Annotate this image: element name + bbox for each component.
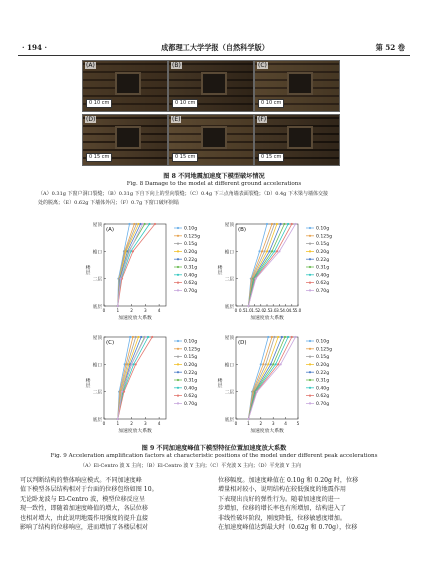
chart-c (82, 325, 210, 437)
legend-marker (177, 395, 179, 397)
legend-label: 0.62g (184, 394, 198, 400)
series-point (263, 250, 265, 252)
legend-marker (309, 235, 311, 237)
series-point (294, 223, 296, 225)
body-line: 非线性破坏阶段，刚度降低，位移敏感度增加。 (218, 514, 346, 522)
figure8-subcaption-line1: （A）0.31g 下窗户洞口裂缝；（B）0.31g 下自下向上的竖向裂缝；（C）0.4g 下三点角墙表面裂缝；（D）0.4g 下木梁与墙体交接 (38, 191, 328, 197)
series-point (265, 363, 267, 365)
x-tick-label: 1.0 (245, 308, 252, 313)
x-tick-label: 5.0 (294, 308, 302, 313)
scale-bar: 0 15 cm (86, 153, 112, 162)
legend-marker (177, 340, 179, 342)
y-tick-label: 屋顶 (224, 223, 234, 228)
legend-marker (177, 387, 179, 389)
legend-label: 0.125g (316, 234, 333, 240)
y-axis-title: 楼层 (84, 265, 90, 275)
legend-label: 0.125g (184, 234, 201, 240)
y-axis-title: 楼层 (216, 265, 222, 275)
legend-marker (177, 250, 179, 252)
legend-label: 0.10g (184, 339, 198, 345)
y-tick-label: 二层 (92, 277, 102, 283)
chart-panel-label: (B) (238, 227, 247, 233)
legend-marker (309, 363, 311, 365)
body-line: 位移幅度。加速度峰值在 0.10g 和 0.20g 时，位移 (218, 477, 359, 484)
legend-label: 0.62g (184, 281, 198, 287)
legend-marker (309, 243, 311, 245)
x-tick-label: 0 (234, 421, 238, 426)
x-tick-label: 0 (102, 421, 106, 426)
photo-panel-label: (F) (258, 116, 267, 123)
series-point (273, 250, 275, 252)
x-tick-label: 2 (259, 421, 263, 426)
legend-label: 0.70g (316, 289, 330, 294)
x-tick-label: 3 (271, 421, 275, 426)
legend-label: 0.15g (316, 242, 330, 248)
journal-title: 成都理工大学学报（自然科学版） (161, 43, 269, 52)
body-line: 下表现出良好的弹性行为。随着加速度的进一 (218, 495, 340, 503)
figure9-caption-cn: 图 9 不同加速度峰值下模型特征位置加速度放大系数 (141, 445, 287, 452)
legend-marker (177, 402, 179, 404)
series-point (275, 363, 277, 365)
legend-marker (309, 395, 311, 397)
series-point (135, 363, 137, 365)
series-point (276, 223, 278, 225)
damage-photo-e (168, 114, 254, 166)
series-point (291, 336, 293, 338)
x-tick-label: 5 (296, 421, 300, 426)
series-point (247, 418, 249, 420)
series-point (128, 223, 130, 225)
x-tick-label: 1 (247, 421, 250, 426)
legend-marker (309, 227, 311, 229)
series-point (276, 250, 278, 252)
x-tick-label: 4.0 (282, 308, 289, 313)
photo-panel-label: (E) (172, 116, 181, 123)
series-point (258, 250, 260, 252)
x-axis-title: 加速度放大系数 (250, 316, 284, 321)
legend-label: 0.10g (184, 226, 198, 232)
series-point (273, 336, 275, 338)
series-point (277, 363, 279, 365)
legend-label: 0.62g (316, 281, 330, 287)
series-point (284, 336, 286, 338)
legend-label: 0.40g (184, 273, 198, 279)
series-point (270, 363, 272, 365)
x-tick-label: 3.5 (276, 308, 283, 313)
x-tick-label: 0.5 (238, 308, 246, 313)
legend-marker (177, 356, 179, 358)
body-line: 无论卧龙波与 El-Centro 波，模型位移反应呈 (20, 495, 145, 503)
y-axis-title: 楼层 (216, 378, 222, 388)
window-opening (287, 72, 313, 95)
series-line (248, 224, 288, 306)
y-tick-label: 二层 (224, 277, 234, 283)
x-tick-label: 2.5 (263, 308, 271, 313)
series-point (121, 391, 123, 393)
series-point (137, 223, 139, 225)
series-point (144, 223, 146, 225)
damage-photo-d (82, 114, 168, 166)
series-point (266, 250, 268, 252)
series-point (133, 363, 135, 365)
legend-label: 0.22g (316, 257, 330, 263)
series-point (135, 336, 137, 338)
series-point (266, 223, 268, 225)
volume-label: 第 52 卷 (375, 43, 405, 52)
legend-marker (177, 371, 179, 373)
scale-bar: 0 10 cm (172, 99, 198, 108)
scale-bar: 0 15 cm (172, 153, 198, 162)
series-point (287, 223, 289, 225)
legend-label: 0.31g (316, 265, 330, 271)
series-point (287, 336, 289, 338)
photo-panel-label: (B) (172, 62, 181, 69)
legend-marker (309, 282, 311, 284)
series-point (151, 336, 153, 338)
body-line: 在加速度峰值达到最大时（0.62g 和 0.70g），位移 (218, 524, 358, 532)
photo-panel-label: (D) (86, 116, 96, 123)
legend-marker (177, 227, 179, 229)
y-axis-title: 楼层 (84, 378, 90, 388)
damage-photo-b (168, 60, 254, 112)
damage-photo-f (254, 114, 340, 166)
series-point (135, 223, 137, 225)
window-opening (287, 126, 313, 149)
legend-marker (177, 274, 179, 276)
legend-label: 0.15g (184, 355, 198, 361)
series-point (154, 223, 156, 225)
series-line (248, 337, 295, 419)
series-point (271, 250, 273, 252)
x-axis-title: 加速度放大系数 (118, 316, 152, 321)
series-point (137, 336, 139, 338)
legend-label: 0.31g (184, 378, 198, 384)
chart-panel-label: (C) (106, 340, 115, 346)
series-point (147, 336, 149, 338)
chart-a (82, 212, 210, 324)
legend-label: 0.70g (184, 289, 198, 294)
x-tick-label: 1 (116, 308, 120, 313)
damage-photo-a (82, 60, 168, 112)
legend-label: 0.31g (316, 378, 330, 384)
series-point (117, 305, 119, 307)
legend-marker (177, 348, 179, 350)
body-left-column (20, 476, 210, 532)
body-line: 可以判断结构的整体响应模式。不同加速度峰 (20, 477, 142, 484)
y-tick-label: 底层 (224, 305, 234, 310)
x-axis-title: 加速度放大系数 (118, 429, 152, 434)
legend-marker (309, 402, 311, 404)
scale-bar: 0 15 cm (258, 153, 284, 162)
body-line: 增量相对较小，说明结构在较低强度的地震作用 (218, 486, 346, 494)
series-line (118, 337, 148, 419)
legend-label: 0.40g (184, 386, 198, 392)
y-tick-label: 檐口 (92, 363, 102, 369)
legend-marker (309, 250, 311, 252)
y-tick-label: 底层 (92, 305, 102, 310)
series-point (123, 391, 125, 393)
legend-label: 0.62g (316, 394, 330, 400)
y-tick-label: 屋顶 (224, 336, 234, 341)
series-point (262, 363, 264, 365)
body-line: 影响了结构的位移响应，进而增加了各楼层相对 (20, 524, 148, 532)
x-tick-label: 4.5 (288, 308, 296, 313)
x-tick-label: 0 (102, 308, 106, 313)
legend-label: 0.22g (316, 370, 330, 376)
window-opening (115, 126, 141, 149)
figure8-caption-en: Fig. 8 Damage to the model at different ground accelerations (126, 181, 302, 187)
legend-marker (309, 274, 311, 276)
chart-b (214, 212, 342, 324)
x-axis-title: 加速度放大系数 (250, 429, 284, 434)
legend-marker (309, 387, 311, 389)
window-opening (201, 72, 227, 95)
legend-label: 0.22g (184, 257, 198, 263)
legend-label: 0.125g (184, 347, 201, 353)
series-point (260, 363, 262, 365)
legend-marker (177, 266, 179, 268)
y-tick-label: 檐口 (92, 250, 102, 256)
series-point (273, 223, 275, 225)
body-line: 步增加，位移的增长率也有所增加，结构进入了 (218, 505, 346, 513)
series-point (132, 250, 134, 252)
x-tick-label: 4 (157, 308, 161, 313)
series-line (248, 337, 278, 419)
legend-marker (309, 258, 311, 260)
legend-label: 0.70g (184, 402, 198, 407)
legend-label: 0.22g (184, 370, 198, 376)
series-line (248, 337, 291, 419)
body-line: 现一致性，即随着加速度峰值的增大，各层位移 (20, 505, 148, 513)
series-point (280, 223, 282, 225)
series-point (271, 336, 273, 338)
legend-label: 0.125g (316, 347, 333, 353)
legend-marker (177, 289, 179, 291)
window-opening (115, 72, 141, 95)
legend-marker (177, 379, 179, 381)
series-point (133, 223, 135, 225)
legend-label: 0.20g (184, 250, 198, 255)
series-point (281, 336, 283, 338)
legend-label: 0.15g (184, 242, 198, 248)
window-opening (201, 126, 227, 149)
legend-label: 0.20g (184, 363, 198, 368)
series-point (283, 223, 285, 225)
series-line (248, 337, 285, 419)
header-rule (18, 55, 410, 56)
legend-marker (309, 266, 311, 268)
body-right-column (218, 476, 408, 532)
series-point (140, 336, 142, 338)
legend-marker (177, 258, 179, 260)
series-point (255, 278, 257, 280)
legend-label: 0.15g (316, 355, 330, 361)
photo-panel-label: (A) (86, 62, 95, 69)
y-tick-label: 底层 (92, 418, 102, 423)
x-tick-label: 0 (234, 308, 238, 313)
y-tick-label: 屋顶 (92, 223, 102, 228)
series-point (267, 363, 269, 365)
legend-label: 0.40g (316, 386, 330, 392)
legend-marker (177, 363, 179, 365)
legend-label: 0.10g (316, 339, 330, 345)
series-point (139, 223, 141, 225)
x-tick-label: 2.0 (257, 308, 265, 313)
series-point (256, 391, 258, 393)
series-point (277, 336, 279, 338)
legend-marker (309, 371, 311, 373)
series-point (129, 336, 131, 338)
figure9-caption-en: Fig. 9 Acceleration amplification factors at characteristic positions of the model under different peak accelerations (50, 453, 378, 459)
legend-marker (309, 379, 311, 381)
figure8-caption-cn: 图 8 不同地震加速度下模型破坏情况 (163, 173, 265, 180)
page-number: · 194 · (22, 43, 48, 52)
x-tick-label: 1 (116, 421, 120, 426)
legend-label: 0.31g (184, 265, 198, 271)
series-point (141, 223, 143, 225)
x-tick-label: 1.5 (251, 308, 258, 313)
legend-label: 0.40g (316, 273, 330, 279)
scale-bar: 0 10 cm (258, 99, 284, 108)
series-point (132, 336, 134, 338)
series-point (280, 363, 282, 365)
y-tick-label: 屋顶 (92, 336, 102, 341)
y-tick-label: 檐口 (224, 363, 234, 369)
series-point (247, 305, 249, 307)
x-tick-label: 3.0 (269, 308, 277, 313)
series-point (267, 336, 269, 338)
series-point (272, 363, 274, 365)
x-tick-label: 4 (157, 421, 161, 426)
series-point (130, 363, 132, 365)
series-point (117, 418, 119, 420)
series-point (278, 250, 280, 252)
legend-marker (309, 289, 311, 291)
x-tick-label: 3 (143, 308, 147, 313)
series-point (268, 250, 270, 252)
legend-marker (309, 356, 311, 358)
x-tick-label: 2 (130, 308, 133, 313)
scale-bar: 0 10 cm (86, 99, 112, 108)
photo-panel-label: (C) (258, 62, 267, 69)
series-point (144, 336, 146, 338)
figure8-subcaption-line2: 处的脱离；（E）0.62g 下墙体外闪；（F）0.7g 下窗口破坏倒塌 (38, 200, 179, 206)
series-point (128, 250, 130, 252)
x-tick-label: 3 (143, 421, 147, 426)
legend-label: 0.10g (316, 226, 330, 232)
y-tick-label: 二层 (92, 390, 102, 396)
y-tick-label: 檐口 (224, 250, 234, 256)
legend-marker (177, 235, 179, 237)
series-point (119, 278, 121, 280)
damage-photo-c (254, 60, 340, 112)
legend-label: 0.20g (316, 250, 330, 255)
figure9-subcaption: （A）El-Centro 波 X 主向；（B）El-Centro 波 Y 主向；（C）平充波 X 主向；（D）平充波 Y 主向 (80, 463, 301, 469)
series-point (271, 223, 273, 225)
legend-marker (309, 340, 311, 342)
series-point (294, 336, 296, 338)
series-point (148, 223, 150, 225)
series-point (291, 223, 293, 225)
legend-label: 0.70g (316, 402, 330, 407)
series-point (261, 250, 263, 252)
y-tick-label: 底层 (224, 418, 234, 423)
legend-label: 0.20g (316, 363, 330, 368)
x-tick-label: 2 (130, 421, 133, 426)
chart-d (214, 325, 342, 437)
x-tick-label: 4 (284, 421, 287, 426)
legend-marker (309, 348, 311, 350)
legend-marker (177, 243, 179, 245)
body-line: 也相对增大，由此说明地震作用强度的提升直接 (20, 514, 148, 522)
y-tick-label: 二层 (224, 390, 234, 396)
chart-panel-label: (A) (106, 227, 115, 233)
legend-marker (177, 282, 179, 284)
chart-panel-label: (D) (238, 340, 247, 346)
body-line: 值下模型各层结构相对于台面的位移包络如图 10。 (20, 486, 158, 494)
plot-frame (104, 337, 166, 419)
